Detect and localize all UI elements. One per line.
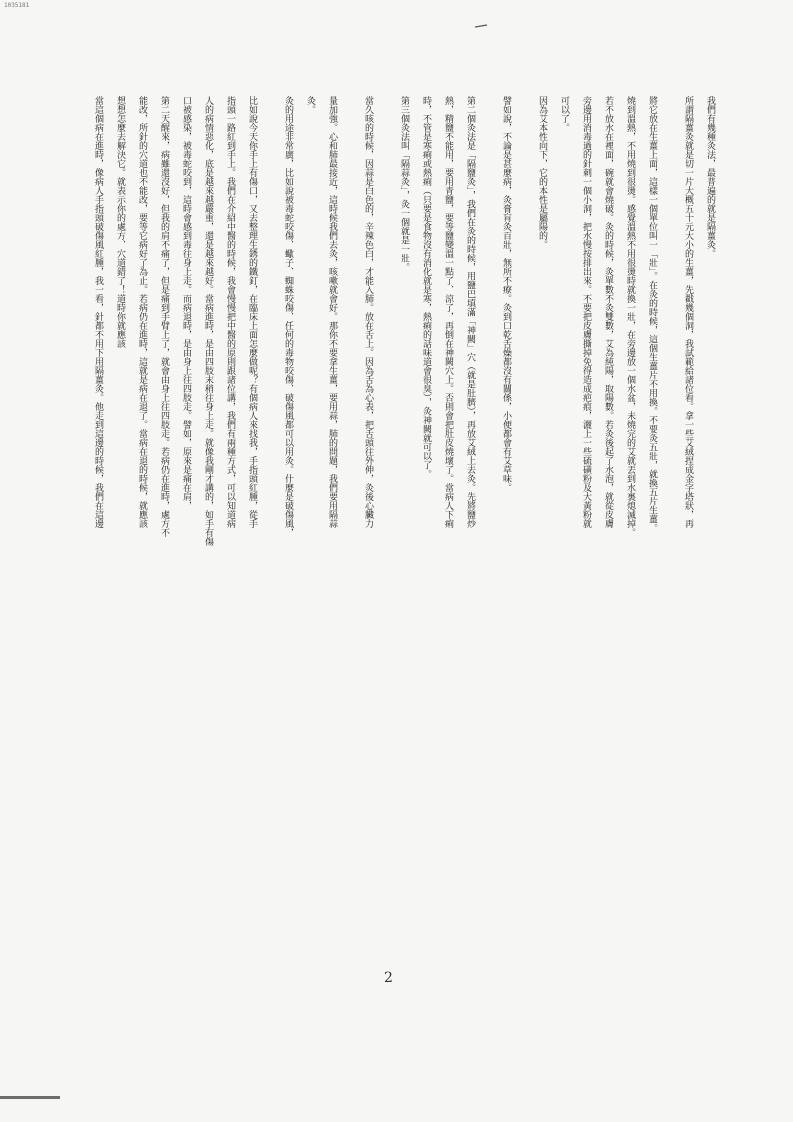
text-column: 能改，所針的穴道也不能改，要等它病好了為止。若病仍在進時，這就是病在退了。當病在退的時候，就應該 xyxy=(137,96,147,528)
text-column: 量加強。心和肺最接近，這時候我們去灸，咳嗽就會好。那你不要拿生薑，要用蒜，肺的問題，我們要用隔蒜 xyxy=(327,96,337,528)
vertical-text-body xyxy=(70,96,720,996)
text-column: 因為艾本性向下，它的本性是屬陽的。 xyxy=(537,96,547,249)
text-column: 第二天醒來，病雖還沒好，但我的肩不痛了，但是痛到手臂上了，就會由身上往四肢走。若病仍在進時，處方不 xyxy=(159,96,169,537)
text-column: 若不放水在裡面，碗就會燒破。灸的時候，灸單數不灸雙數，艾為純陽，取陽數。若灸後起了水泡，就從皮膚 xyxy=(603,96,613,528)
scan-corner-mark: 1035181 xyxy=(4,2,30,9)
text-column: 第二個灸法是「隔鹽灸」，我們在灸的時候，用鹽巴填滿「神闕」穴（就是肚臍），再放艾絨上去灸。先將鹽炒 xyxy=(465,96,475,528)
text-column: 時，不管是寒痢或熱痢（只要是食物沒有消化就是寒，熱痢的話味道會很臭），灸神闕就可以了。 xyxy=(421,96,431,479)
text-column: 口被感染，被毒蛇咬到，這時會感到毒往身上走。而病退時，是由身上往四肢走。譬如，原來是痛在肩， xyxy=(181,96,191,510)
text-column: 當久咳的時候，因蒜是白色的，辛辣色白，才能入肺。放在舌上。因為舌為心表，把舌頭往外伸，灸後心臟力 xyxy=(363,96,373,528)
text-column: 可以了。 xyxy=(559,96,569,132)
text-column: 燒到溫熱，不用燒到很燙。感覺溫熱不用很燙時就換一壯，在旁邊放一個水盆，未燒完的艾就丟到水裏熄滅掉。 xyxy=(625,96,635,537)
text-column: 當這個病在進時，像病人手指頭破傷風紅腫，我一看，針都不用下用隔薑灸。他走到這邊的時候，我們在這邊 xyxy=(93,96,103,528)
text-column: 想想怎麼去解決它。就表示你的處方、穴道錯了！道時你就應該 xyxy=(115,96,125,348)
text-column: 所謂隔薑灸就是切一片大概五十元大小的生薑，先戳幾個洞，我試範給諸位看。拿一些艾絨捏成金字塔狀，再 xyxy=(683,96,693,528)
text-column: 指頭一路紅到手上。我們在介紹中醫的時候，我會慢慢把中醫的原則跟諸位講，我們有兩種方式，可以知道病 xyxy=(225,96,235,528)
scan-edge-mark xyxy=(0,1096,60,1099)
text-column: 第三個灸法叫「隔蒜灸」，灸一個就是一壯。 xyxy=(399,96,409,272)
text-column: 人的病情惡化，底是越來越嚴重，還是越來越好。當病進時，是由四肢末稍往身上走。就像我剛才講的，如手有傷 xyxy=(203,96,213,546)
text-column: 我們有幾種灸法，最普遍的就是隔薑灸。 xyxy=(705,96,715,258)
text-column: 旁邊用消毒過的針刺一個小洞，把水慢按排出來。不要把皮膚撕掉免得造成疤痕，灑上一些硫磺粉及大黃粉就 xyxy=(581,96,591,528)
text-column: 比如說今天你手上有傷口，又去整理生銹的鐵釘，在臨床上面怎麼做呢？有個病人來找我，手指頭紅腫，從手 xyxy=(247,96,257,528)
page-number: 2 xyxy=(384,970,393,986)
text-column: 灸。 xyxy=(305,96,315,114)
scan-speck-icon xyxy=(475,24,489,28)
text-column: 灸的用途非常廣，比如說被毒蛇咬傷、蠍子、蜘蛛咬傷、任何的毒物咬傷、破傷風都可以用灸。什麼是破傷風， xyxy=(283,96,293,537)
text-column: 將它放在生薑上面，這樣一個單位叫一「壯」。在灸的時候，這個生薑片不用換。不要灸五壯，就換五片生薑。 xyxy=(647,96,657,533)
text-column: 熱，精鹽不能用，要用青鹽，要等鹽變溫一點了、涼了，再倒在神闕穴上。否則會把肚皮燒壞了。當病人下痢 xyxy=(443,96,453,528)
text-column: 譬如說，不論是甚麼病，灸膏肓灸百壯，無所不療。灸到口乾舌燥都沒有關係，小便都會有艾草味。 xyxy=(501,96,511,492)
